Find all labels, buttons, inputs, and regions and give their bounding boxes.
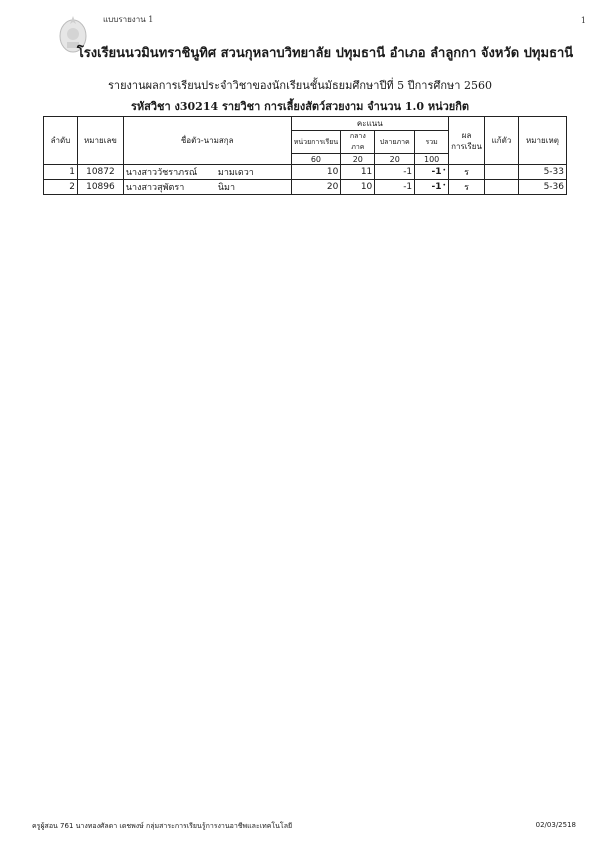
row-total — [415, 165, 449, 180]
row-total-value: -1 — [431, 167, 442, 177]
row-midterm: 11 — [341, 165, 375, 180]
table-row — [44, 180, 567, 195]
header-total: รวม — [415, 131, 449, 154]
row-result: ร — [449, 180, 485, 195]
row-result: ร — [449, 165, 485, 180]
row-corrected — [485, 180, 519, 195]
row-no: 2 — [44, 180, 78, 195]
header-final: ปลายภาค — [375, 131, 415, 154]
row-unit: 20 — [291, 180, 341, 195]
max-midterm: 20 — [341, 154, 375, 165]
row-id: 10896 — [77, 180, 123, 195]
row-midterm: 10 — [341, 180, 375, 195]
subject-line: รหัสวิชา ง30214 รายวิชา การเลี้ยงสัตว์สวยงาม จำนวน 1.0 หน่วยกิต — [130, 100, 470, 113]
footer-teacher: ครูผู้สอน 761 นางทองศัลดา เดชพงษ์ กลุ่มสาระการเรียนรู้การงานอาชีพและเทคโนโลยี — [32, 822, 293, 830]
row-total-value: -1 — [431, 182, 442, 192]
header-no: ลำดับ — [44, 117, 78, 165]
row-remark: 5-36 — [518, 180, 566, 195]
row-final: -1 — [375, 165, 415, 180]
header-midterm: กลางภาค — [341, 131, 375, 154]
school-title: โรงเรียนนวมินทราชินูทิศ สวนกุหลาบวิทยาลัย ปทุมธานี อำเภอ ลำลูกกา จังหวัด ปทุมธานี — [76, 46, 574, 61]
row-first-name: นางสาววัชราภรณ์ — [125, 168, 198, 178]
header-id: หมายเลข — [77, 117, 123, 165]
row-name — [123, 165, 291, 180]
row-total — [415, 180, 449, 195]
max-total: 100 — [415, 154, 449, 165]
row-id: 10872 — [77, 165, 123, 180]
page-number: 1 — [580, 16, 586, 25]
row-no: 1 — [44, 165, 78, 180]
header-corrected: แก้ตัว — [485, 117, 519, 165]
row-remark: 5-33 — [518, 165, 566, 180]
header-score-group: คะแนน — [291, 117, 449, 131]
footer-date: 02/03/2518 — [535, 821, 576, 829]
row-name — [123, 180, 291, 195]
max-final: 20 — [375, 154, 415, 165]
row-unit: 10 — [291, 165, 341, 180]
table-row — [44, 165, 567, 180]
header-result: ผล การเรียน — [449, 117, 485, 165]
mark-dot — [442, 167, 447, 177]
row-last-name: นิมา — [217, 183, 236, 193]
header-remark: หมายเหตุ — [518, 117, 566, 165]
header-unit: หน่วยการเรียน — [291, 131, 341, 154]
row-final: -1 — [375, 180, 415, 195]
row-last-name: มามเดวา — [217, 168, 254, 178]
report-title: รายงานผลการเรียนประจำวิชาของนักเรียนชั้นมัธยมศึกษาปีที่ 5 ปีการศึกษา 2560 — [108, 79, 492, 92]
header-name: ชื่อตัว-นามสกุล — [123, 117, 291, 165]
grade-table — [43, 116, 567, 195]
row-first-name: นางสาวสุพัตรา — [125, 183, 185, 193]
form-label: แบบรายงาน 1 — [103, 15, 154, 24]
max-unit: 60 — [291, 154, 341, 165]
mark-dot — [442, 182, 447, 192]
row-corrected — [485, 165, 519, 180]
